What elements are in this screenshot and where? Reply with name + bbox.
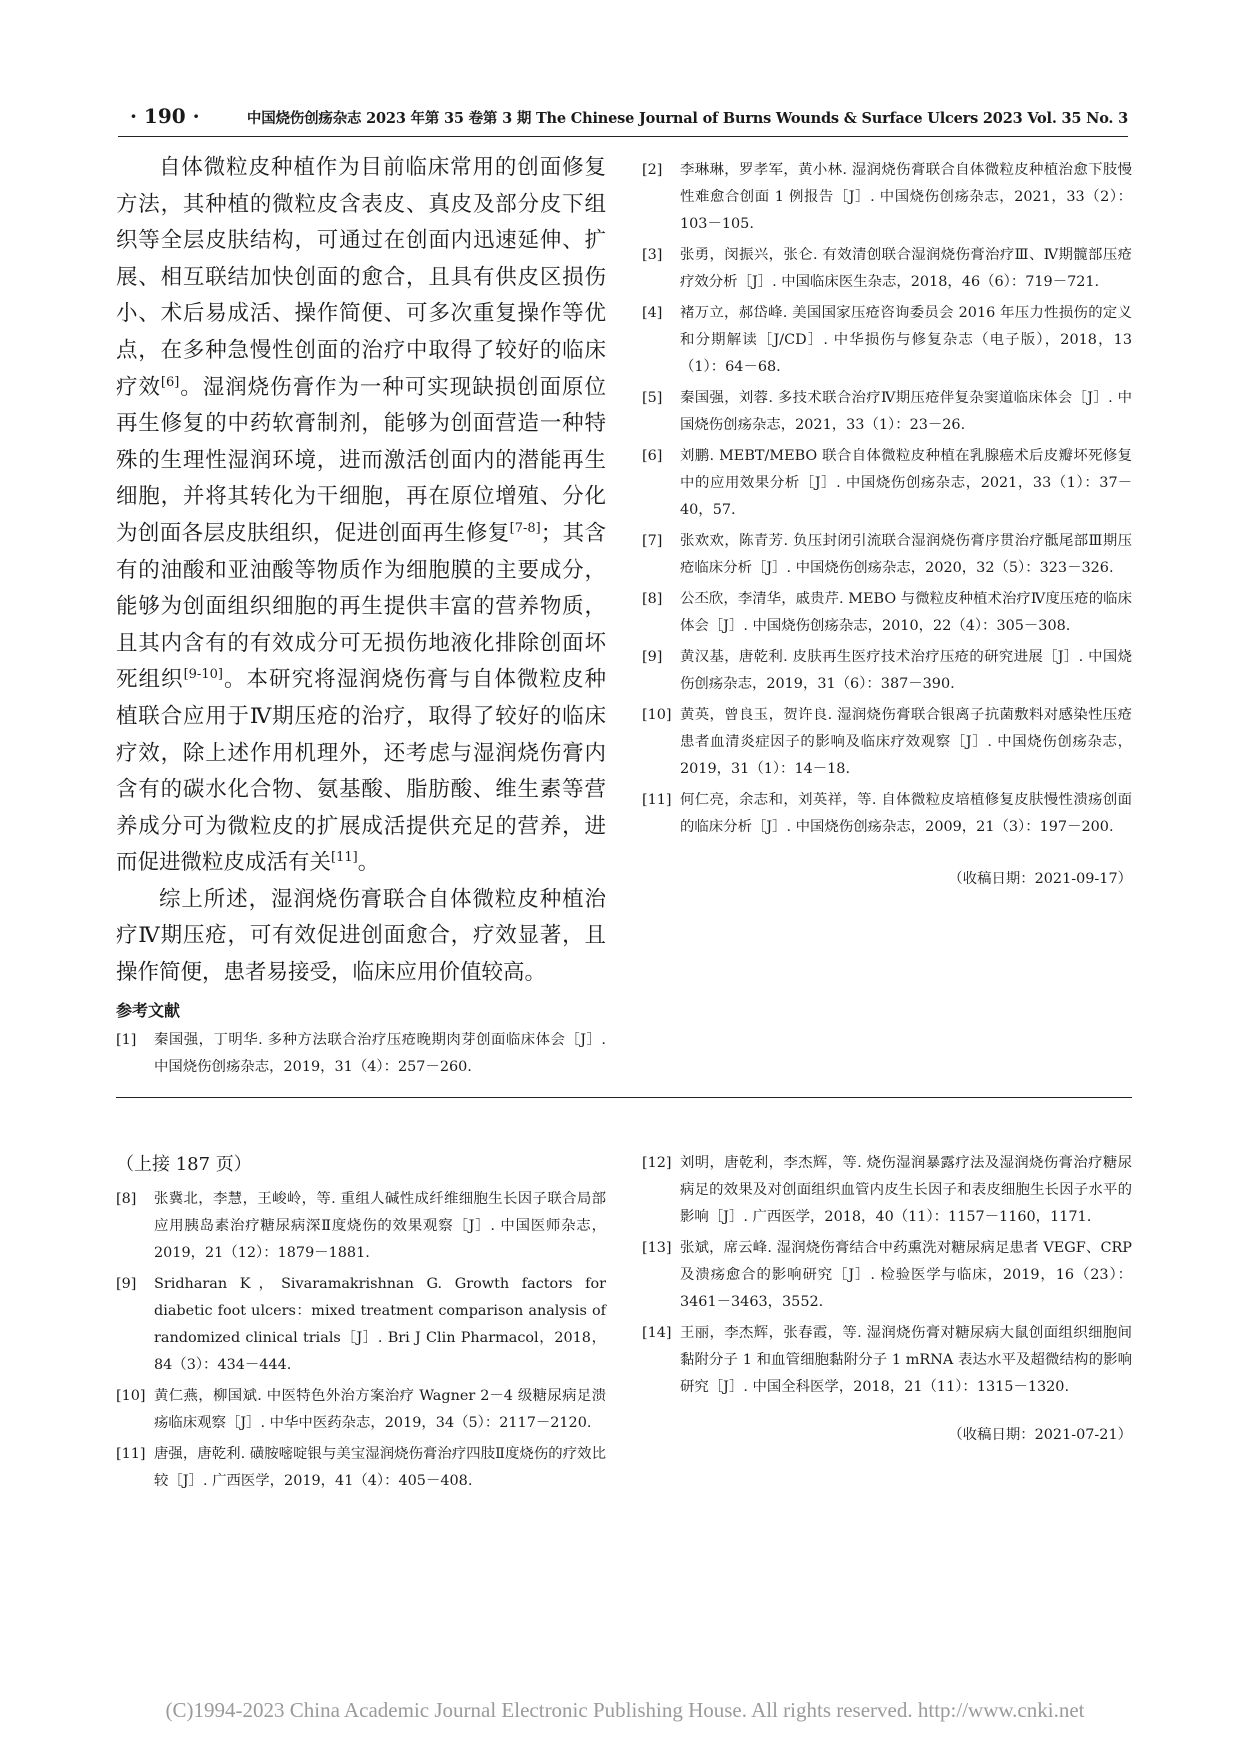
reference-text: 黄英，曾良玉，贺许良. 湿润烧伤膏联合银离子抗菌敷料对感染性压疮患者血清炎症因子的影响及临床疗效观察［J］. 中国烧伤创疡杂志，2019，31（1）：14－18. bbox=[680, 707, 1132, 777]
reference-number: [12] bbox=[642, 1155, 672, 1171]
body-text-segment: 。本研究将湿润烧伤膏与自体微粒皮种植联合应用于Ⅳ期压疮的治疗，取得了较好的临床疗效，除上述作用机理外，还考虑与湿润烧伤膏内含有的碳水化合物、氨基酸、脂肪酸、维生素等营养成分可为微粒皮的扩展成活提供充足的营养，进而促进微粒皮成活有关 bbox=[116, 667, 606, 876]
reference-text: 刘鹏. MEBT/MEBO 联合自体微粒皮种植在乳腺癌术后皮瓣坏死修复中的应用效果分析［J］. 中国烧伤创疡杂志，2021，33（1）：37－40，57. bbox=[680, 448, 1132, 518]
body-paragraph bbox=[116, 150, 606, 882]
body-text-segment: 。湿润烧伤膏作为一种可实现缺损创面原位再生修复的中药软膏制剂，能够为创面营造一种特殊的生理性湿润环境，进而激活创面内的潜能再生细胞，并将其转化为干细胞，再在原位增殖、分化为创面各层皮肤组织，促进创面再生修复 bbox=[116, 374, 606, 546]
citation-superscript: [9-10] bbox=[183, 667, 223, 683]
reference-item bbox=[116, 1441, 606, 1495]
reference-number: [6] bbox=[642, 448, 663, 464]
article-right-column bbox=[642, 157, 1132, 888]
citation-superscript: [7-8] bbox=[509, 520, 541, 536]
reference-text: 唐强，唐乾利. 磺胺嘧啶银与美宝湿润烧伤膏治疗四肢Ⅱ度烧伤的疗效比较［J］. 广西医学，2019，41（4）：405－408. bbox=[154, 1446, 606, 1489]
continued-right-column bbox=[642, 1150, 1132, 1444]
reference-number: [8] bbox=[642, 591, 663, 607]
reference-number: [10] bbox=[116, 1388, 146, 1404]
reference-list bbox=[642, 1150, 1132, 1401]
reference-number: [11] bbox=[116, 1446, 146, 1462]
reference-list bbox=[116, 1027, 606, 1081]
reference-item bbox=[642, 787, 1132, 841]
received-date: （收稿日期：2021-07-21） bbox=[948, 1427, 1132, 1443]
reference-text: 褚万立，郝岱峰. 美国国家压疮咨询委员会 2016 年压力性损伤的定义和分期解读［J/CD］. 中华损伤与修复杂志（电子版），2018，13（1）：64－68. bbox=[680, 305, 1132, 375]
reference-text: 秦国强，丁明华. 多种方法联合治疗压疮晚期肉芽创面临床体会［J］. 中国烧伤创疡杂志，2019，31（4）：257－260. bbox=[154, 1031, 606, 1075]
reference-text: Sridharan K，Sivaramakrishnan G. Growth factors for diabetic foot ulcers：mixed treatment comparison analysis of randomized clinical trials［J］. Bri J Clin Pharmacol，2018，84（3）：434－444. bbox=[154, 1276, 606, 1373]
reference-item bbox=[642, 644, 1132, 698]
article-left-column bbox=[116, 150, 606, 1085]
reference-item bbox=[642, 443, 1132, 524]
citation-superscript: [6] bbox=[160, 374, 180, 390]
reference-text: 黄仁燕，柳国斌. 中医特色外治方案治疗 Wagner 2－4 级糖尿病足溃疡临床观察［J］. 中华中医药杂志，2019，34（5）：2117－2120. bbox=[154, 1388, 606, 1431]
body-text-segment: 自体微粒皮种植作为目前临床常用的创面修复方法，其种植的微粒皮含表皮、真皮及部分皮下组织等全层皮肤结构，可通过在创面内迅速延伸、扩展、相互联结加快创面的愈合，且具有供皮区损伤小、术后易成活、操作简便、可多次重复操作等优点，在多种急慢性创面的治疗中取得了较好的临床疗效 bbox=[116, 155, 606, 400]
reference-item bbox=[642, 242, 1132, 296]
reference-number: [3] bbox=[642, 247, 663, 263]
reference-item bbox=[642, 157, 1132, 238]
reference-item bbox=[642, 385, 1132, 439]
conclusion-paragraph: 综上所述，湿润烧伤膏联合自体微粒皮种植治疗Ⅳ期压疮，可有效促进创面愈合，疗效显著，且操作简便，患者易接受，临床应用价值较高。 bbox=[116, 886, 606, 986]
reference-text: 张欢欢，陈青芳. 负压封闭引流联合湿润烧伤膏序贯治疗骶尾部Ⅲ期压疮临床分析［J］. 中国烧伤创疡杂志，2020，32（5）：323－326. bbox=[680, 533, 1132, 576]
reference-text: 张冀北，李慧，王峻岭，等. 重组人碱性成纤维细胞生长因子联合局部应用胰岛素治疗糖尿病深Ⅱ度烧伤的效果观察［J］. 中国医师杂志，2019，21（12）：1879－1881. bbox=[154, 1191, 606, 1261]
reference-number: [8] bbox=[116, 1191, 137, 1207]
reference-number: [9] bbox=[642, 649, 663, 665]
reference-number: [10] bbox=[642, 707, 672, 723]
body-text-segment: 。 bbox=[357, 850, 380, 876]
reference-text: 张斌，席云峰. 湿润烧伤膏结合中药熏洗对糖尿病足患者 VEGF、CRP 及溃疡愈合的影响研究［J］. 检验医学与临床，2019，16（23）：3461－3463，3552. bbox=[680, 1240, 1132, 1310]
reference-text: 何仁亮，余志和，刘英祥，等. 自体微粒皮培植修复皮肤慢性溃疡创面的临床分析［J］. 中国烧伤创疡杂志，2009，21（3）：197－200. bbox=[680, 792, 1132, 835]
reference-item bbox=[642, 1235, 1132, 1316]
reference-item bbox=[642, 1320, 1132, 1401]
reference-text: 黄汉基，唐乾利. 皮肤再生医疗技术治疗压疮的研究进展［J］. 中国烧伤创疡杂志，2019，31（6）：387－390. bbox=[680, 649, 1132, 692]
article-body bbox=[116, 150, 606, 992]
continued-left-column bbox=[116, 1150, 606, 1499]
reference-item bbox=[116, 1186, 606, 1267]
reference-item bbox=[642, 702, 1132, 783]
reference-text: 李琳琳，罗孝军，黄小林. 湿润烧伤膏联合自体微粒皮种植治愈下肢慢性难愈合创面 1 例报告［J］. 中国烧伤创疡杂志，2021，33（2）：103－105. bbox=[680, 162, 1132, 232]
reference-text: 秦国强，刘蓉. 多技术联合治疗Ⅳ期压疮伴复杂窦道临床体会［J］. 中国烧伤创疡杂志，2021，33（1）：23－26. bbox=[680, 390, 1132, 433]
reference-number: [11] bbox=[642, 792, 672, 808]
reference-item bbox=[116, 1383, 606, 1437]
reference-number: [7] bbox=[642, 533, 663, 549]
reference-number: [1] bbox=[116, 1031, 137, 1048]
reference-text: 公丕欣，李清华，戚贵芹. MEBO 与微粒皮种植术治疗Ⅳ度压疮的临床体会［J］. 中国烧伤创疡杂志，2010，22（4）：305－308. bbox=[680, 591, 1132, 634]
reference-text: 张勇，闵振兴，张仑. 有效清创联合湿润烧伤膏治疗Ⅲ、Ⅳ期髋部压疮疗效分析［J］. 中国临床医生杂志，2018，46（6）：719－721. bbox=[680, 247, 1132, 290]
reference-number: [5] bbox=[642, 390, 663, 406]
copyright-footer: (C)1994-2023 China Academic Journal Electronic Publishing House. All rights reserved. http://www.cnki.net bbox=[165, 1698, 1085, 1722]
reference-text: 刘明，唐乾利，李杰辉，等. 烧伤湿润暴露疗法及湿润烧伤膏治疗糖尿病足的效果及对创面组织血管内皮生长因子和表皮细胞生长因子水平的影响［J］. 广西医学，2018，40（11）：1157－1160，1171. bbox=[680, 1155, 1132, 1225]
reference-text: 王丽，李杰辉，张春霞，等. 湿润烧伤膏对糖尿病大鼠创面组织细胞间黏附分子 1 和血管细胞黏附分子 1 mRNA 表达水平及超微结构的影响研究［J］. 中国全科医学，2018，21（11）：1315－1320. bbox=[680, 1325, 1132, 1395]
reference-number: [2] bbox=[642, 162, 663, 178]
reference-item bbox=[642, 300, 1132, 381]
references-heading: 参考文献 bbox=[116, 1000, 181, 1020]
journal-running-title: 中国烧伤创疡杂志 2023 年第 35 卷第 3 期 The Chinese Journal of Burns Wounds & Surface Ulcers 2023 Vol. 35 No. 3 bbox=[246, 110, 1128, 127]
reference-item bbox=[642, 586, 1132, 640]
citation-superscript: [11] bbox=[331, 850, 358, 866]
body-text-segment: ；其含有的油酸和亚油酸等物质作为细胞膜的主要成分，能够为创面组织细胞的再生提供丰富的营养物质，且其内含有的有效成分可无损伤地液化排除创面坏死组织 bbox=[116, 520, 606, 693]
reference-item bbox=[116, 1027, 606, 1081]
reference-item bbox=[642, 528, 1132, 582]
reference-item bbox=[116, 1271, 606, 1379]
reference-item bbox=[642, 1150, 1132, 1231]
page-header bbox=[118, 104, 1128, 137]
reference-list bbox=[116, 1186, 606, 1495]
reference-number: [9] bbox=[116, 1276, 137, 1292]
reference-number: [13] bbox=[642, 1240, 672, 1256]
section-divider bbox=[116, 1097, 1132, 1098]
reference-number: [14] bbox=[642, 1325, 672, 1341]
page-number: · 190 · bbox=[130, 104, 200, 128]
reference-number: [4] bbox=[642, 305, 663, 321]
continued-from-label: （上接 187 页） bbox=[116, 1154, 252, 1175]
reference-list bbox=[642, 157, 1132, 841]
received-date: （收稿日期：2021-09-17） bbox=[948, 871, 1132, 887]
